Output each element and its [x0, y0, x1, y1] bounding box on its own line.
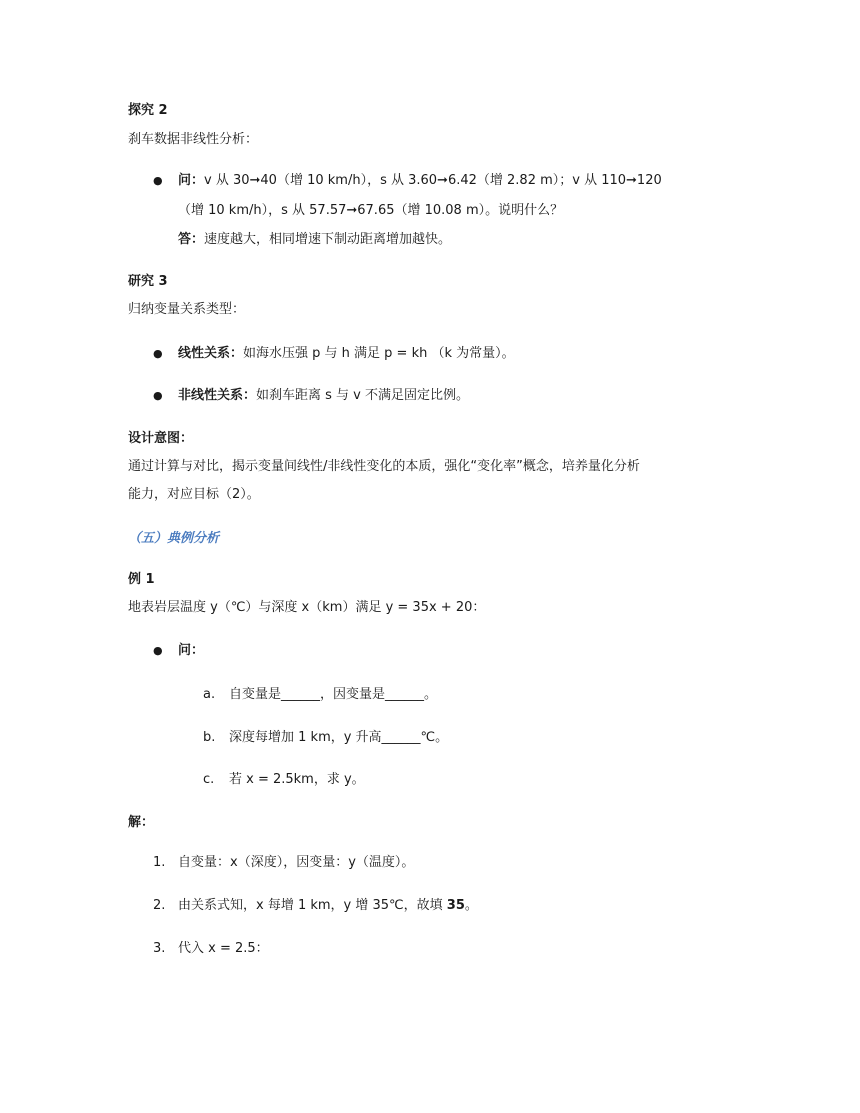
- example1-heading: 例 1: [128, 572, 155, 587]
- step-marker-1: 1.: [153, 855, 166, 870]
- example1-intro: 地表岩层温度 y（℃）与深度 x（km）满足 y = 35x + 20：: [128, 600, 486, 615]
- sub-question-c: 若 x = 2.5km，求 y。: [229, 772, 365, 787]
- sub-question-b: 深度每增加 1 km，y 升高______℃。: [229, 730, 449, 745]
- tanjiu2-intro: 刹车数据非线性分析：: [128, 132, 259, 147]
- linear-label: 线性关系：: [178, 346, 244, 361]
- sub-marker-a: a.: [203, 687, 216, 702]
- yanjiu3-intro: 归纳变量关系类型：: [128, 302, 246, 317]
- yanjiu3-heading: 研究 3: [128, 274, 168, 289]
- nonlinear-text: 如刹车距离 s 与 v 不满足固定比例。: [256, 388, 470, 403]
- design-line-1: 通过计算与对比，揭示变量间线性/非线性变化的本质，强化“变化率”概念，培养量化分析: [128, 459, 640, 474]
- bullet-marker: ●: [153, 644, 163, 657]
- step-2-tail: 。: [464, 898, 478, 913]
- section-five-heading: （五）典例分析: [128, 531, 220, 546]
- design-heading: 设计意图：: [128, 431, 194, 446]
- bullet-marker: ●: [153, 347, 163, 360]
- example1-question-label: 问：: [178, 643, 205, 658]
- tanjiu2-heading: 探究 2: [128, 103, 168, 118]
- linear-relation-item: [178, 344, 515, 364]
- step-marker-3: 3.: [153, 941, 166, 956]
- sub-question-a: 自变量是______，因变量是______。: [229, 687, 438, 702]
- question-line-1: v 从 30➞40（增 10 km/h），s 从 3.60➞6.42（增 2.82 m）；v 从 110➞120: [204, 173, 662, 188]
- nonlinear-relation-item: [178, 386, 469, 406]
- nonlinear-label: 非线性关系：: [178, 388, 257, 403]
- sub-marker-c: c.: [203, 772, 215, 787]
- tanjiu2-question: [178, 171, 662, 191]
- bullet-marker: ●: [153, 389, 163, 402]
- solution-step-2: [178, 896, 478, 916]
- linear-text: 如海水压强 p 与 h 满足 p = kh （k 为常量）。: [243, 346, 515, 361]
- question-label: 问：: [178, 173, 205, 188]
- step-2-answer: 35: [446, 898, 465, 913]
- solution-step-1: 自变量：x（深度），因变量：y（温度）。: [178, 855, 415, 870]
- bullet-marker: ●: [153, 174, 163, 187]
- tanjiu2-answer: [178, 230, 451, 250]
- step-marker-2: 2.: [153, 898, 166, 913]
- step-2-text: 由关系式知，x 每增 1 km，y 增 35℃，故填: [178, 898, 443, 913]
- design-line-2: 能力，对应目标（2）。: [128, 487, 260, 502]
- answer-label: 答：: [178, 232, 205, 247]
- solution-step-3: 代入 x = 2.5：: [178, 941, 269, 956]
- solution-heading: 解：: [128, 815, 155, 830]
- question-line-2: （增 10 km/h），s 从 57.57➞67.65（增 10.08 m）。说明什么？: [178, 203, 564, 218]
- sub-marker-b: b.: [203, 730, 216, 745]
- answer-text: 速度越大，相同增速下制动距离增加越快。: [204, 232, 452, 247]
